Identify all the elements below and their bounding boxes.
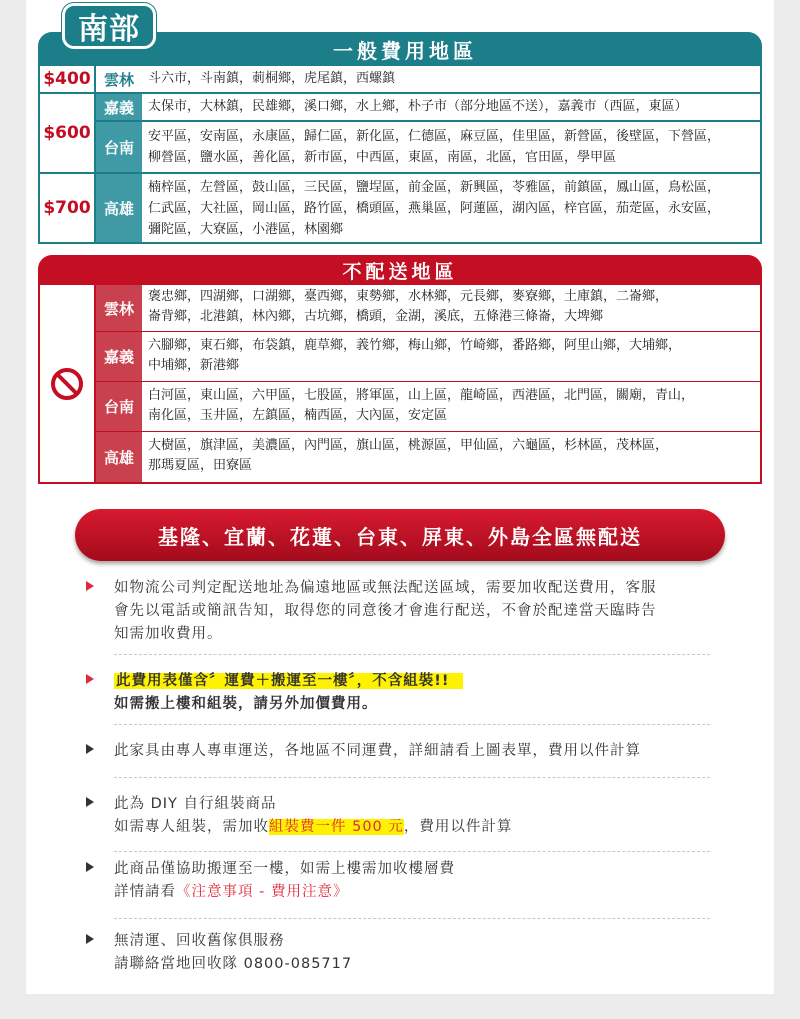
bullet-arrow-icon bbox=[86, 674, 94, 684]
note-line: 會先以電話或簡訊告知，取得您的同意後才會進行配送，不會於配達當天臨時告 bbox=[114, 603, 657, 619]
divider bbox=[114, 654, 710, 655]
price-cell: $600 bbox=[40, 94, 96, 172]
divider bbox=[114, 777, 710, 778]
area-line: 柳營區，鹽水區，善化區，新市區，中西區，東區，南區，北區，官田區，學甲區 bbox=[148, 150, 617, 165]
bullet-arrow-icon bbox=[86, 797, 94, 807]
area-line: 仁武區，大社區，岡山區，路竹區，橋頭區，燕巢區，阿蓮區，湖內區，梓官區，茄萣區，永安區， bbox=[148, 201, 721, 216]
city-label: 嘉義 bbox=[96, 94, 142, 120]
note-line: 此商品僅協助搬運至一樓，如需上樓需加收樓層費 bbox=[114, 861, 455, 877]
bullet-arrow-icon bbox=[86, 581, 94, 591]
area-line: 大樹區，旗津區，美濃區，內門區，旗山區，桃源區，甲仙區，六龜區，杉林區，茂林區， bbox=[148, 438, 669, 453]
note-line: 如需搬上樓和組裝，請另外加價費用。 bbox=[114, 696, 378, 712]
note-text bbox=[114, 858, 710, 904]
note-text bbox=[114, 577, 710, 646]
divider bbox=[114, 918, 710, 919]
highlight-text: 此費用表僅含〞運費＋搬運至一樓〞，不含組裝!! bbox=[114, 673, 463, 689]
area-line: 太保市，大林鎮，民雄鄉，溪口鄉，水上鄉，朴子市（部分地區不送），嘉義市（西區，東區） bbox=[148, 99, 688, 114]
note-no-recycling bbox=[86, 930, 710, 976]
area-line: 南化區，玉井區，左鎮區，楠西區，大內區，安定區 bbox=[148, 408, 448, 423]
city-label: 台南 bbox=[96, 382, 142, 431]
area-line: 六腳鄉，東石鄉，布袋鎮，鹿草鄉，義竹鄉，梅山鄉，竹崎鄉，番路鄉，阿里山鄉，大埔鄉， bbox=[148, 338, 682, 353]
note-text bbox=[114, 930, 710, 976]
bullet-arrow-icon bbox=[86, 744, 94, 754]
fee-row-400 bbox=[40, 66, 760, 94]
note-text bbox=[114, 793, 710, 839]
ban-icon bbox=[50, 367, 84, 401]
area-list bbox=[142, 177, 720, 240]
general-fee-header: 一般費用地區 bbox=[38, 32, 762, 66]
price-cell: $700 bbox=[40, 174, 96, 242]
note-floor-fee bbox=[86, 858, 710, 904]
note-segment: 詳情請看 bbox=[114, 884, 176, 900]
area-line: 崙背鄉，北港鎮，林內鄉，古坑鄉，橋頭，金湖，溪底，五條港三條崙，大埤鄉 bbox=[148, 309, 604, 324]
city-label: 嘉義 bbox=[96, 332, 142, 381]
note-line: 此為 DIY 自行組裝商品 bbox=[114, 796, 277, 812]
area-line: 安平區，安南區，永康區，歸仁區，新化區，仁德區，麻豆區，佳里區，新營區，後壁區，下營區， bbox=[148, 129, 721, 144]
price-cell: $400 bbox=[40, 66, 96, 92]
note-line bbox=[114, 881, 710, 904]
ban-cell bbox=[40, 285, 96, 482]
area-line: 褒忠鄉，四湖鄉，口湖鄉，臺西鄉，東勢鄉，水林鄉，元長鄉，麥寮鄉，土庫鎮，二崙鄉， bbox=[148, 289, 669, 304]
area-line: 楠梓區，左營區，鼓山區，三民區，鹽埕區，前金區，新興區，苓雅區，前鎮區，鳳山區，鳥松區， bbox=[148, 180, 721, 195]
area-list bbox=[148, 386, 694, 426]
area-line: 白河區，東山區，六甲區，七股區，將軍區，山上區，龍崎區，西港區，北門區，關廟，青山， bbox=[148, 388, 695, 403]
no-delivery-row-kaohsiung bbox=[96, 432, 760, 482]
fee-row-600 bbox=[40, 94, 760, 174]
area-list bbox=[142, 96, 688, 117]
city-label: 高雄 bbox=[96, 174, 142, 242]
note-remote-area bbox=[86, 577, 710, 646]
city-label: 台南 bbox=[96, 122, 142, 172]
note-text bbox=[114, 670, 710, 716]
no-delivery-row-tainan bbox=[96, 382, 760, 432]
area-list bbox=[142, 68, 395, 89]
bullet-arrow-icon bbox=[86, 862, 94, 872]
no-delivery-table bbox=[38, 285, 762, 484]
city-label: 雲林 bbox=[96, 285, 142, 331]
no-delivery-banner: 基隆、宜蘭、花蓮、台東、屏東、外島全區無配送 bbox=[75, 509, 725, 561]
no-delivery-row-chiayi bbox=[96, 332, 760, 382]
city-label: 雲林 bbox=[96, 66, 142, 92]
note-segment: ，費用以件計算 bbox=[403, 819, 513, 835]
region-tag: 南部 bbox=[62, 3, 156, 49]
city-label: 高雄 bbox=[96, 432, 142, 482]
no-delivery-header: 不配送地區 bbox=[38, 255, 762, 285]
no-delivery-row-yunlin bbox=[96, 285, 760, 332]
note-line: 無清運、回收舊傢俱服務 bbox=[114, 933, 285, 949]
note-line bbox=[114, 816, 710, 839]
divider bbox=[114, 724, 710, 725]
note-dedicated-delivery bbox=[86, 740, 710, 763]
area-line: 中埔鄉，新港鄉 bbox=[148, 358, 240, 373]
note-fee-scope bbox=[86, 670, 710, 716]
note-line: 請聯絡當地回收隊 0800-085717 bbox=[114, 956, 353, 972]
subrow-chiayi bbox=[96, 94, 760, 122]
area-line: 那瑪夏區，田寮區 bbox=[148, 458, 253, 473]
note-line: 如物流公司判定配送地址為偏遠地區或無法配送區域，需要加收配送費用，客服 bbox=[114, 580, 657, 596]
area-list bbox=[148, 287, 668, 327]
bullet-arrow-icon bbox=[86, 934, 94, 944]
area-list bbox=[148, 436, 668, 476]
area-list bbox=[148, 336, 681, 376]
notice-link[interactable]: 《注意事項 - 費用注意》 bbox=[176, 884, 349, 900]
assembly-fee-highlight: 組裝費一件 500 元 bbox=[269, 819, 404, 835]
note-text: 此家具由專人專車運送，各地區不同運費，詳細請看上圖表單，費用以件計算 bbox=[114, 743, 641, 759]
fee-row-700 bbox=[40, 174, 760, 242]
divider bbox=[114, 851, 710, 852]
area-line: 彌陀區，大寮區，小港區，林園鄉 bbox=[148, 222, 344, 237]
area-line: 斗六市，斗南鎮，莿桐鄉，虎尾鎮，西螺鎮 bbox=[148, 71, 396, 86]
note-line: 知需加收費用。 bbox=[114, 626, 223, 642]
note-segment: 如需專人組裝，需加收 bbox=[114, 819, 269, 835]
subrow-tainan bbox=[96, 122, 760, 172]
area-list bbox=[142, 126, 720, 168]
note-diy-assembly bbox=[86, 793, 710, 839]
note-line bbox=[114, 670, 710, 693]
general-fee-table bbox=[38, 66, 762, 244]
